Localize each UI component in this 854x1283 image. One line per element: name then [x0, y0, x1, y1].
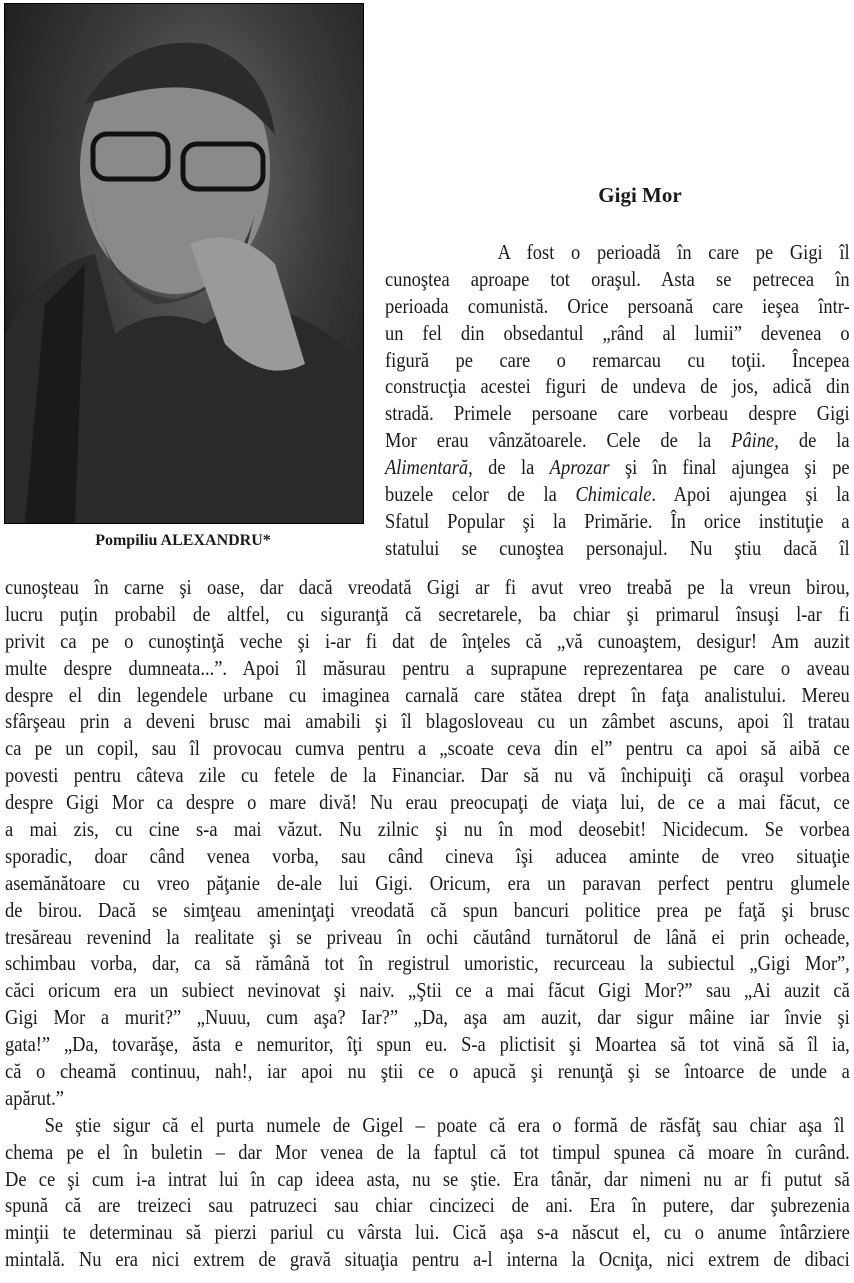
- text-line: statului se cunoştea personajul. Nu ştiu dacă îl: [385, 535, 850, 560]
- article-title: Gigi Mor: [598, 183, 682, 207]
- text-line: multe despre dumneata...”. Apoi îl măsurau pentru a suprapune reprezentarea pe care o aveau: [5, 655, 850, 680]
- text-line: Sfatul Popular şi la Primărie. În orice instituţie a: [385, 508, 850, 533]
- text-line: gata!” „Da, tovarăşe, ăsta e nemuritor, îţi spun eu. S-a plictisit şi Moartea să tot vină să îl ia,: [5, 1032, 850, 1057]
- article-body-right-column: [385, 239, 854, 562]
- text-line: figură pe care o remarcau cu toţii. Începea: [385, 347, 850, 372]
- text-line: mintală. Nu era nici extrem de gravă situaţia pentru a-l interna la Ocniţa, nici extrem de dibaci: [5, 1247, 850, 1272]
- article-body-full-width: [5, 574, 854, 1273]
- text-line: că o cheamă continuu, nah!, iar apoi nu ştii ce o apucă şi renunţă şi se întoarce de unde a: [5, 1059, 850, 1084]
- text-line: tresăreau revenind la realitate şi se priveau în ochi căutând turnătorul de lână ei prin ocheade,: [5, 924, 850, 949]
- text-line: schimbau vorba, dar, ca să rămână tot în registrul umoristic, recurceau la subiectul „Gigi Mor”,: [5, 951, 850, 976]
- text-line: De ce şi cum i-a intrat lui în cap ideea asta, nu se ştie. Era tânăr, dar nimeni nu ar fi putut să: [5, 1166, 850, 1191]
- text-line: cunoştea aproape tot oraşul. Asta se petrecea în: [385, 266, 850, 291]
- text-line: chema pe el în buletin – dar Mor venea de la faptul că tot timpul spunea că moare în curând.: [5, 1139, 850, 1164]
- text-line: privit ca pe o cunoştinţă veche şi i-ar fi dat de înţeles că „vă cunoaştem, desigur! Am auzit: [5, 628, 850, 653]
- text-line: A fost o perioadă în care pe Gigi îl: [497, 240, 850, 264]
- text-line: povesti pentru câteva zile cu fetele de la Financiar. Dar să nu vă închipuiţi că oraşul vorbea: [5, 763, 850, 788]
- text-line: a mai zis, cu cine s-a mai văzut. Nu zilnic şi nu în mod deosebit! Nicidecum. Se vorbea: [5, 817, 850, 842]
- text-line: cunoşteau în carne şi oase, dar dacă vreodată Gigi ar fi avut vreo treabă pe la vreun birou,: [5, 575, 850, 599]
- text-line: construcţia acestei figuri de undeva de jos, adică din: [385, 374, 850, 399]
- text-line: sporadic, doar când venea vorba, sau când cineva îşi aducea aminte de vreo situaţie: [5, 843, 850, 868]
- portrait-image: [5, 4, 363, 523]
- text-line: Se ştie sigur că el purta numele de Gigel – poate că era o formă de răsfăţ sau chiar aşa îl: [44, 1112, 845, 1137]
- text-line: Gigi Mor a murit?” „Nuuu, cum aşa? Iar?” „Da, aşa am auzit, dar sigur mâine iar învie şi: [5, 1005, 850, 1030]
- text-line: lucru puţin probabil de altfel, cu siguranţă că secretarele, ba chiar şi primarul însuşi l-ar fi: [5, 601, 850, 626]
- text-line: despre Gigi Mor ca despre o mare divă! Nu erau preocupaţi de viaţa lui, de ce a mai făcut, ce: [5, 790, 850, 815]
- text-line: căci oricum era un subiect nevinovat şi naiv. „Ştii ce a mai făcut Gigi Mor?” sau „Ai auzit că: [5, 978, 850, 1003]
- text-line: sfârşeau prin a deveni brusc mai amabili şi îl blagosloveau cu un zâmbet ascuns, apoi îl tratau: [5, 709, 850, 734]
- text-line: ca pe un copil, sau îl provocau cumva pentru a „scoate ceva din el” pentru ca apoi să aibă ce: [5, 736, 850, 761]
- photo-caption: Pompiliu ALEXANDRU*: [95, 532, 271, 549]
- text-line: asemănătoare cu vreo păţanie de-ale lui Gigi. Oricum, era un paravan perfect pentru glumele: [5, 870, 850, 895]
- text-line: despre el din legendele urbane cu imaginea carnală care stătea drept în faţa analistului. Mereu: [5, 682, 850, 707]
- text-line: minţii te determinau să pierzi pariul cu vârsta lui. Cică aşa s-a născut el, cu o anume întârziere: [5, 1220, 850, 1245]
- text-line: de birou. Dacă se simţeau ameninţaţi vreodată că spun bancuri politice prea pe faţă şi brusc: [5, 897, 850, 922]
- text-line: apărut.”: [5, 1085, 65, 1110]
- text-line: Alimentară, de la Aprozar şi în final ajungea şi pe: [385, 455, 850, 480]
- text-line: spună că are treizeci sau patruzeci sau chiar cincizeci de ani. Era în putere, dar şubrezenia: [5, 1193, 850, 1218]
- text-line: Mor erau vânzătoarele. Cele de la Pâine, de la: [385, 428, 850, 453]
- text-line: un fel din obsedantul „rând al lumii” devenea o: [385, 320, 850, 345]
- text-line: perioada comunistă. Orice persoană care ieşea într-: [385, 293, 850, 318]
- text-line: buzele celor de la Chimicale. Apoi ajungea şi la: [385, 482, 850, 507]
- author-photo: [4, 3, 364, 524]
- text-line: stradă. Primele persoane care vorbeau despre Gigi: [385, 401, 850, 426]
